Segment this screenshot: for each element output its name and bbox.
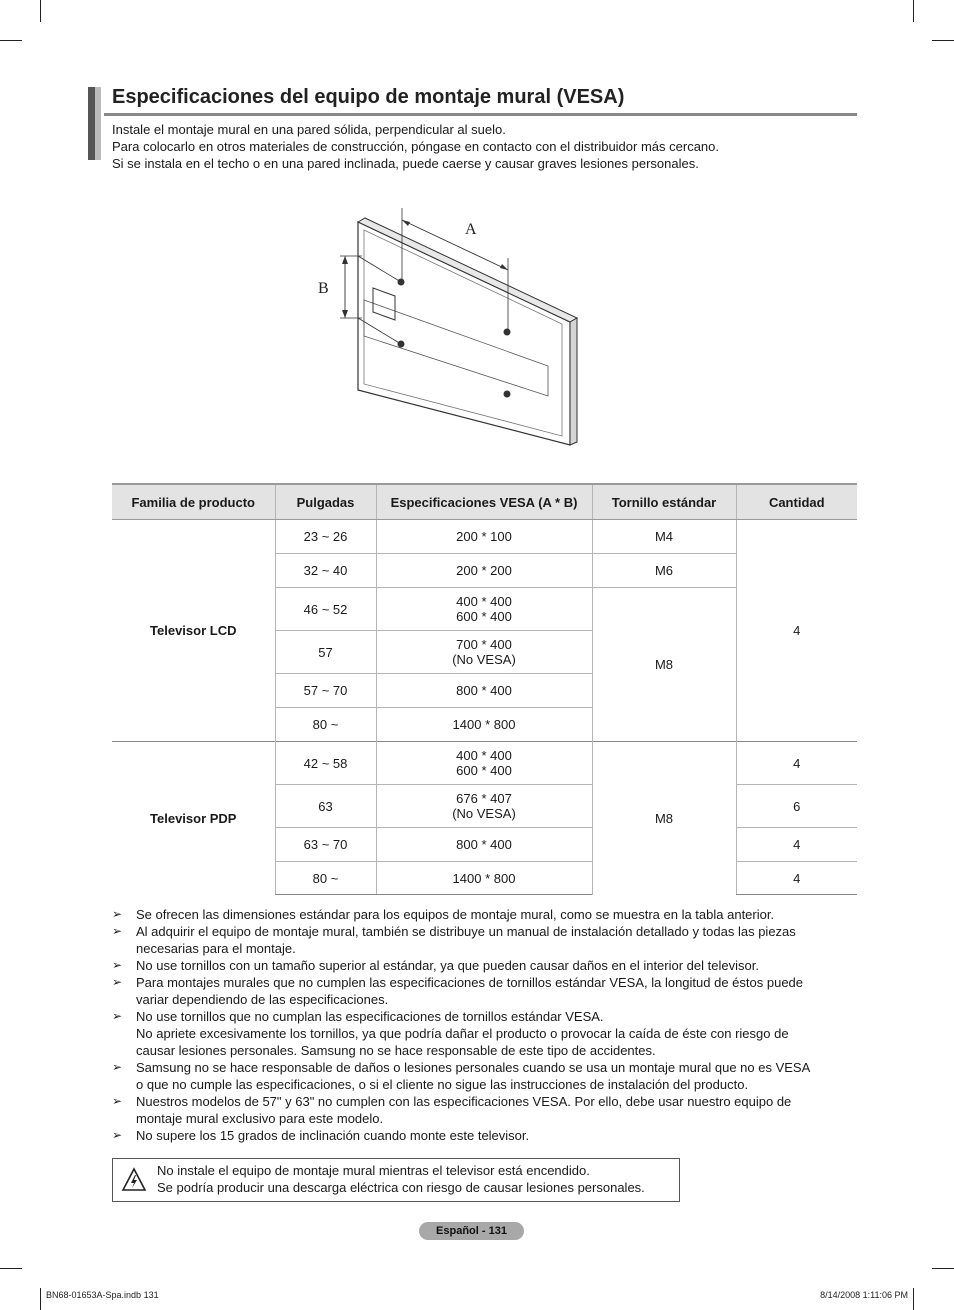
vesa-value: 400 * 400 <box>456 594 512 609</box>
inches-cell: 63 <box>275 785 376 828</box>
title-divider <box>104 113 857 116</box>
vesa-value: 800 * 400 <box>456 837 512 852</box>
vesa-cell <box>376 554 592 588</box>
col-header-family: Familia de producto <box>112 484 275 520</box>
tv-back-panel <box>358 222 570 445</box>
vesa-value: (No VESA) <box>452 652 516 667</box>
vesa-value: 400 * 400 <box>456 748 512 763</box>
note-text: Samsung no se hace responsable de daños o lesiones personales cuando se usa un montaje mural que no es VESA <box>136 1060 811 1075</box>
arrow-head <box>342 310 348 318</box>
mount-hole <box>504 391 511 398</box>
page-title: Especificaciones del equipo de montaje mural (VESA) <box>112 86 625 108</box>
footer-timestamp: 8/14/2008 1:11:06 PM <box>820 1290 908 1300</box>
screw-cell-shared: M8 <box>592 588 736 742</box>
vesa-cell <box>376 520 592 554</box>
tv-back-diagram <box>300 200 600 460</box>
title-accent-bar-light <box>95 87 101 160</box>
quantity-cell: 6 <box>736 785 857 828</box>
vesa-cell <box>376 785 592 828</box>
crop-mark <box>0 1268 22 1269</box>
vesa-value: 600 * 400 <box>456 609 512 624</box>
quantity-cell: 4 <box>736 828 857 862</box>
inches-cell: 80 ~ <box>275 862 376 895</box>
intro-line: Si se instala en el techo o en una pared inclinada, puede caerse y causar graves lesiones personales. <box>112 156 699 171</box>
screw-cell: M4 <box>592 520 736 554</box>
tv-side-edge <box>570 318 577 445</box>
dim-b-label: B <box>318 280 329 297</box>
vesa-value: 200 * 100 <box>456 529 512 544</box>
crop-mark <box>913 1288 914 1310</box>
col-header-vesa: Especificaciones VESA (A * B) <box>376 484 592 520</box>
crop-mark <box>40 0 41 22</box>
arrow-bullet-icon: ➢ <box>112 975 123 989</box>
note-text: Para montajes murales que no cumplen las especificaciones de tornillos estándar VESA, la longitud de éstos puede <box>136 975 804 990</box>
tv-back-illustration <box>300 200 600 460</box>
warning-line: Se podría producir una descarga eléctrica con riesgo de causar lesiones personales. <box>157 1180 645 1195</box>
table-row <box>112 742 857 785</box>
note-item <box>112 1008 857 1059</box>
intro-text <box>112 121 719 172</box>
vesa-value: 700 * 400 <box>456 637 512 652</box>
arrow-bullet-icon: ➢ <box>112 1128 123 1142</box>
note-text: o que no cumple las especificaciones, o si el cliente no sigue las instrucciones de instalación del producto. <box>136 1077 749 1092</box>
note-item <box>112 957 857 974</box>
note-text: No use tornillos con un tamaño superior al estándar, ya que pueden causar daños en el interior del televisor. <box>136 958 759 973</box>
note-text: variar dependiendo de las especificaciones. <box>136 992 389 1007</box>
vesa-value: (No VESA) <box>452 806 516 821</box>
crop-mark <box>932 1268 954 1269</box>
inches-cell: 63 ~ 70 <box>275 828 376 862</box>
footer-file-info: BN68-01653A-Spa.indb 131 <box>46 1290 159 1300</box>
inches-cell: 42 ~ 58 <box>275 742 376 785</box>
arrow-bullet-icon: ➢ <box>112 1094 123 1108</box>
col-header-quantity: Cantidad <box>736 484 857 520</box>
vesa-cell <box>376 708 592 742</box>
vesa-value: 676 * 407 <box>456 791 512 806</box>
dim-a-label: A <box>465 221 477 238</box>
arrow-bullet-icon: ➢ <box>112 907 123 921</box>
note-text: causar lesiones personales. Samsung no se hace responsable de este tipo de accidentes. <box>136 1043 656 1058</box>
arrow-bullet-icon: ➢ <box>112 958 123 972</box>
mount-hole <box>504 329 511 336</box>
note-item <box>112 1093 857 1127</box>
note-text: montaje mural exclusivo para este modelo. <box>136 1111 384 1126</box>
warning-box <box>112 1158 680 1202</box>
notes-list <box>112 906 857 1144</box>
table-row <box>112 520 857 554</box>
vesa-value: 1400 * 800 <box>452 870 516 886</box>
intro-line: Instale el montaje mural en una pared sólida, perpendicular al suelo. <box>112 122 506 137</box>
vesa-cell <box>376 631 592 674</box>
note-text: necesarias para el montaje. <box>136 941 296 956</box>
note-text: Se ofrecen las dimensiones estándar para los equipos de montaje mural, como se muestra en la tabla anterior. <box>136 907 775 922</box>
page-number-badge: Español - 131 <box>419 1222 524 1240</box>
note-text: No supere los 15 grados de inclinación cuando monte este televisor. <box>136 1128 530 1143</box>
note-item <box>112 923 857 957</box>
arrow-bullet-icon: ➢ <box>112 1060 123 1074</box>
quantity-cell-lcd: 4 <box>736 520 857 742</box>
vesa-cell <box>376 828 592 862</box>
warning-icon <box>121 1167 147 1193</box>
intro-line: Para colocarlo en otros materiales de construcción, póngase en contacto con el distribuidor más cercano. <box>112 139 719 154</box>
quantity-cell: 4 <box>736 742 857 785</box>
inches-cell: 80 ~ <box>275 708 376 742</box>
vesa-cell <box>376 742 592 785</box>
vesa-spec-table <box>112 483 857 895</box>
note-text: Al adquirir el equipo de montaje mural, también se distribuye un manual de instalación detallado y todas las piezas <box>136 924 796 939</box>
vesa-value: 1400 * 800 <box>452 717 516 732</box>
arrow-head <box>402 220 410 226</box>
vesa-value: 800 * 400 <box>456 683 512 698</box>
vesa-value: 200 * 200 <box>456 563 512 578</box>
inches-cell: 32 ~ 40 <box>275 554 376 588</box>
col-header-inches: Pulgadas <box>275 484 376 520</box>
inches-cell: 46 ~ 52 <box>275 588 376 631</box>
arrow-head <box>342 256 348 264</box>
note-item <box>112 906 857 923</box>
title-accent-bar <box>88 87 95 160</box>
vesa-cell <box>376 588 592 631</box>
quantity-cell: 4 <box>736 862 857 895</box>
note-item <box>112 974 857 1008</box>
crop-mark <box>932 40 954 41</box>
table-header-row <box>112 484 857 520</box>
inches-cell: 57 ~ 70 <box>275 674 376 708</box>
note-item <box>112 1059 857 1093</box>
family-cell-pdp: Televisor PDP <box>112 742 275 895</box>
warning-text <box>157 1162 645 1196</box>
crop-mark <box>0 40 22 41</box>
arrow-head <box>500 264 508 270</box>
arrow-bullet-icon: ➢ <box>112 924 123 938</box>
col-header-screw: Tornillo estándar <box>592 484 736 520</box>
vesa-value: 600 * 400 <box>456 763 512 778</box>
vesa-cell <box>376 862 592 895</box>
note-text: No apriete excesivamente los tornillos, ya que podría dañar el producto o provocar la caída de éste con riesgo de <box>136 1026 789 1041</box>
inches-cell: 57 <box>275 631 376 674</box>
note-text: Nuestros modelos de 57" y 63" no cumplen con las especificaciones VESA. Por ello, debe usar nuestro equipo de <box>136 1094 792 1109</box>
arrow-bullet-icon: ➢ <box>112 1009 123 1023</box>
note-item <box>112 1127 857 1144</box>
family-cell-lcd: Televisor LCD <box>112 520 275 742</box>
screw-cell: M6 <box>592 554 736 588</box>
inches-cell: 23 ~ 26 <box>275 520 376 554</box>
crop-mark <box>40 1288 41 1310</box>
vesa-cell <box>376 674 592 708</box>
note-text: No use tornillos que no cumplan las especificaciones de tornillos estándar VESA. <box>136 1009 604 1024</box>
crop-mark <box>913 0 914 22</box>
warning-line: No instale el equipo de montaje mural mientras el televisor está encendido. <box>157 1163 590 1178</box>
screw-cell-shared: M8 <box>592 742 736 895</box>
